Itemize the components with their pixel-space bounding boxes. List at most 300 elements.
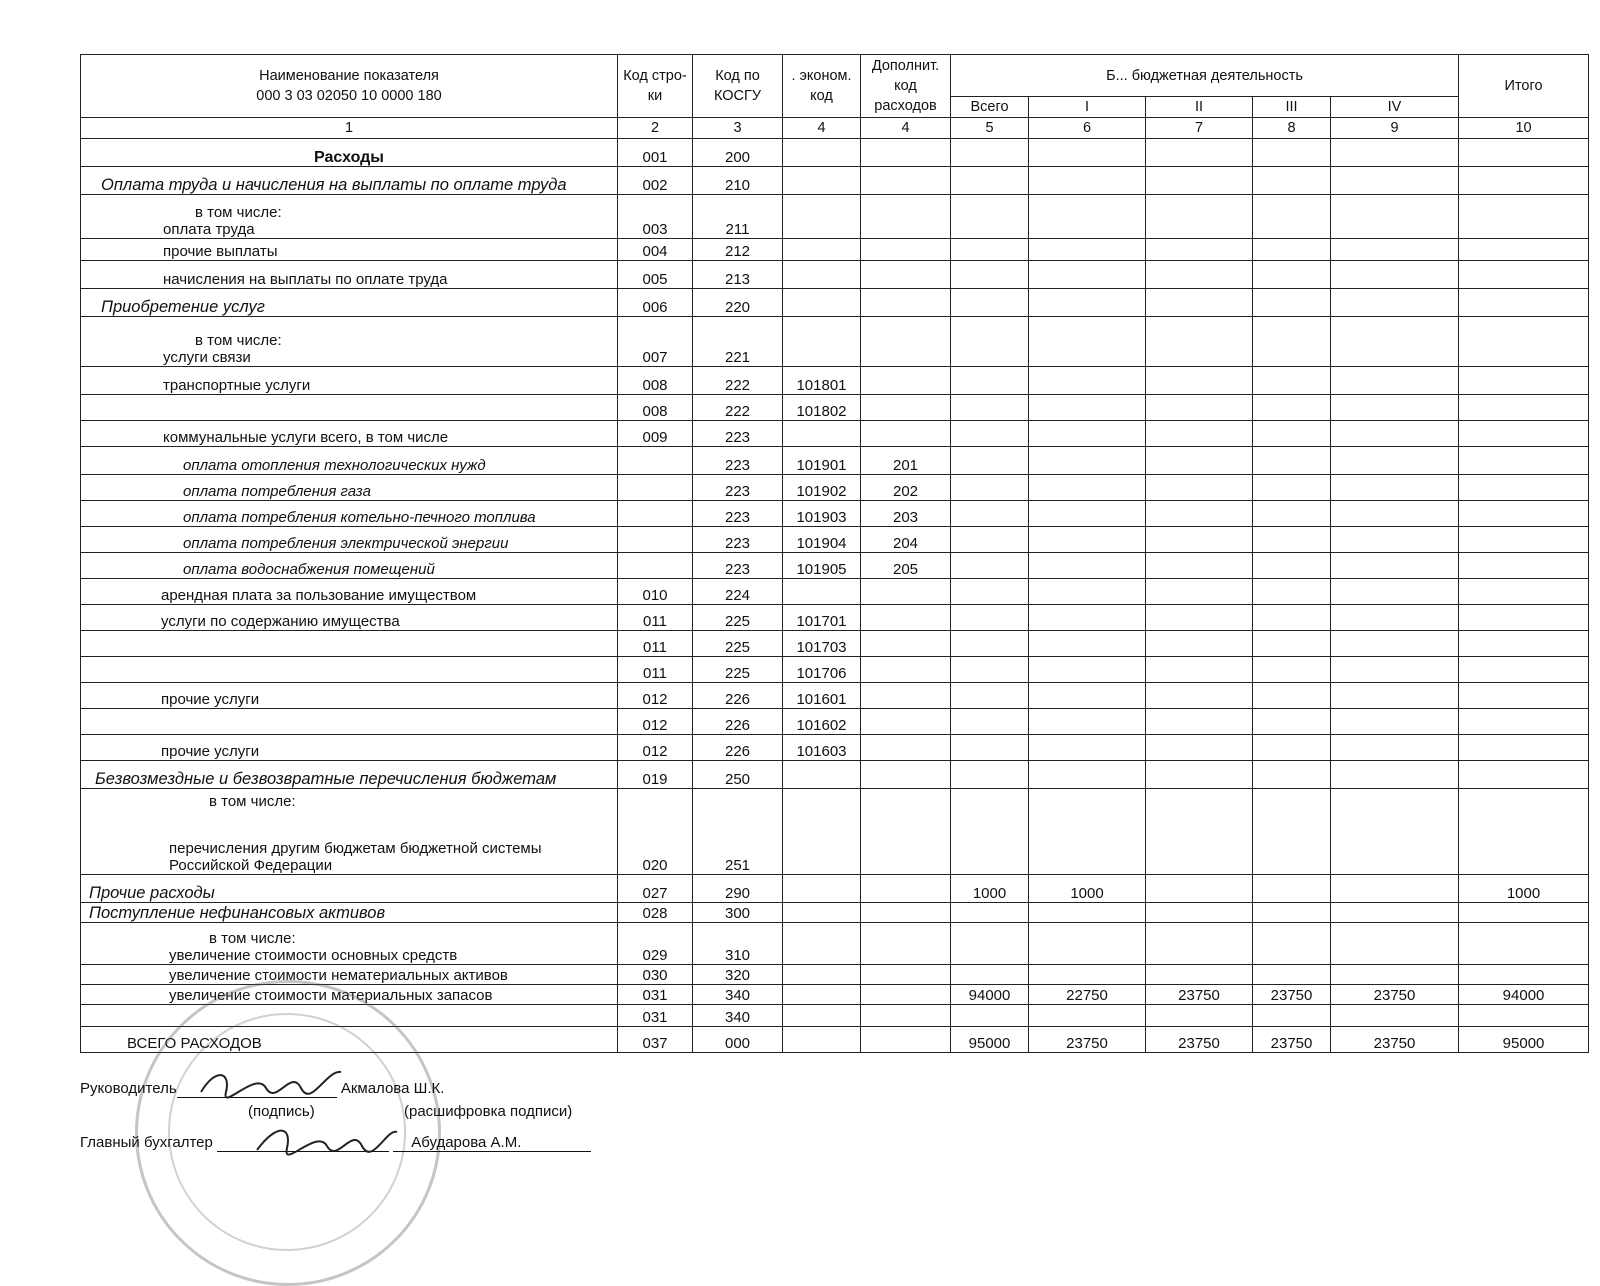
cell-additional-code: [861, 683, 951, 709]
cell-quarter-3: [1253, 501, 1331, 527]
cell-kosgu-code: 223: [693, 501, 783, 527]
cell-additional-code: [861, 735, 951, 761]
cell-quarter-2: [1146, 367, 1253, 395]
cell-total: [1459, 683, 1589, 709]
row-name-cell: [81, 1027, 618, 1053]
cell-total-all: [951, 735, 1029, 761]
cell-quarter-2: [1146, 875, 1253, 903]
cell-total-all: [951, 195, 1029, 239]
table-row: [81, 447, 1589, 475]
cell-row-code: 005: [618, 261, 693, 289]
cell-econ-code: [783, 761, 861, 789]
cell-total: [1459, 789, 1589, 875]
cell-quarter-3: [1253, 709, 1331, 735]
cell-additional-code: [861, 195, 951, 239]
cell-quarter-2: [1146, 683, 1253, 709]
cell-additional-code: 202: [861, 475, 951, 501]
cell-row-code: 037: [618, 1027, 693, 1053]
cell-total-all: [951, 139, 1029, 167]
cell-quarter-1: [1029, 501, 1146, 527]
cell-quarter-2: [1146, 167, 1253, 195]
table-row: [81, 239, 1589, 261]
cell-total-all: [951, 923, 1029, 965]
header-name-cell: [81, 55, 618, 118]
cell-quarter-2: [1146, 261, 1253, 289]
cell-quarter-3: [1253, 903, 1331, 923]
table-row: [81, 289, 1589, 317]
cell-total: [1459, 709, 1589, 735]
cell-total: [1459, 965, 1589, 985]
cell-quarter-3: [1253, 605, 1331, 631]
row-note: в том числе:: [209, 793, 296, 810]
cell-quarter-3: [1253, 421, 1331, 447]
row-label: Расходы: [314, 149, 384, 166]
row-note: в том числе:: [209, 930, 296, 947]
row-label: Поступление нефинансовых активов: [89, 904, 386, 922]
cell-total-all: [951, 1005, 1029, 1027]
row-name-cell: [81, 631, 618, 657]
cell-total: [1459, 501, 1589, 527]
cell-row-code: 031: [618, 1005, 693, 1027]
cell-econ-code: [783, 579, 861, 605]
row-label: оплата труда: [163, 221, 255, 238]
sign-caption: (подпись): [248, 1103, 315, 1120]
cell-row-code: 020: [618, 789, 693, 875]
table-row: [81, 553, 1589, 579]
cell-quarter-4: [1331, 239, 1459, 261]
cell-quarter-4: 23750: [1331, 985, 1459, 1005]
col-num: 4: [861, 118, 951, 139]
cell-quarter-3: [1253, 289, 1331, 317]
cell-row-code: 011: [618, 631, 693, 657]
cell-quarter-1: [1029, 657, 1146, 683]
cell-row-code: 012: [618, 683, 693, 709]
cell-quarter-4: [1331, 903, 1459, 923]
cell-quarter-1: [1029, 261, 1146, 289]
row-name-cell: [81, 239, 618, 261]
cell-total-all: [951, 709, 1029, 735]
header-q1: I: [1029, 97, 1146, 118]
cell-quarter-4: [1331, 317, 1459, 367]
cell-quarter-3: [1253, 239, 1331, 261]
table-row: [81, 1027, 1589, 1053]
cell-quarter-4: [1331, 527, 1459, 553]
cell-econ-code: 101901: [783, 447, 861, 475]
cell-additional-code: 204: [861, 527, 951, 553]
row-name-cell: [81, 923, 618, 965]
cell-row-code: 009: [618, 421, 693, 447]
cell-econ-code: 101703: [783, 631, 861, 657]
cell-additional-code: 201: [861, 447, 951, 475]
cell-quarter-4: [1331, 1005, 1459, 1027]
row-name-cell: [81, 875, 618, 903]
row-label: прочие услуги: [161, 691, 260, 708]
cell-quarter-1: [1029, 709, 1146, 735]
row-label-continuation: Российской Федерации: [169, 857, 333, 874]
cell-total: [1459, 395, 1589, 421]
row-name-cell: [81, 789, 618, 875]
cell-quarter-4: [1331, 195, 1459, 239]
cell-kosgu-code: 224: [693, 579, 783, 605]
row-label: Оплата труда и начисления на выплаты по оплате труда: [101, 176, 567, 194]
cell-additional-code: [861, 579, 951, 605]
row-label: увеличение стоимости материальных запасов: [169, 987, 493, 1004]
cell-econ-code: 101802: [783, 395, 861, 421]
cell-total-all: [951, 421, 1029, 447]
cell-quarter-1: [1029, 367, 1146, 395]
cell-quarter-2: [1146, 553, 1253, 579]
cell-additional-code: [861, 261, 951, 289]
cell-econ-code: [783, 139, 861, 167]
cell-quarter-2: [1146, 761, 1253, 789]
cell-quarter-4: [1331, 605, 1459, 631]
table-row: [81, 735, 1589, 761]
cell-quarter-2: [1146, 735, 1253, 761]
cell-total: [1459, 657, 1589, 683]
cell-econ-code: [783, 903, 861, 923]
cell-kosgu-code: 300: [693, 903, 783, 923]
col-num: 3: [693, 118, 783, 139]
cell-row-code: 027: [618, 875, 693, 903]
row-name-cell: [81, 657, 618, 683]
row-name-cell: [81, 447, 618, 475]
cell-quarter-3: 23750: [1253, 985, 1331, 1005]
col-num: 4: [783, 118, 861, 139]
cell-additional-code: [861, 367, 951, 395]
cell-quarter-2: [1146, 605, 1253, 631]
cell-row-code: 006: [618, 289, 693, 317]
table-row: [81, 875, 1589, 903]
cell-row-code: [618, 447, 693, 475]
cell-row-code: 011: [618, 657, 693, 683]
cell-total: [1459, 553, 1589, 579]
row-name-cell: [81, 317, 618, 367]
row-label: увеличение стоимости нематериальных активов: [169, 967, 508, 984]
cell-quarter-3: [1253, 1005, 1331, 1027]
cell-row-code: 004: [618, 239, 693, 261]
cell-econ-code: 101801: [783, 367, 861, 395]
cell-total-all: [951, 475, 1029, 501]
cell-total: [1459, 167, 1589, 195]
cell-quarter-4: [1331, 501, 1459, 527]
col-num: 5: [951, 118, 1029, 139]
row-label: транспортные услуги: [163, 377, 311, 394]
cell-kosgu-code: 210: [693, 167, 783, 195]
row-name-cell: [81, 709, 618, 735]
row-label: прочие выплаты: [163, 243, 278, 260]
table-row: [81, 631, 1589, 657]
table-row: [81, 657, 1589, 683]
row-name-cell: [81, 965, 618, 985]
cell-kosgu-code: 220: [693, 289, 783, 317]
cell-total: [1459, 1005, 1589, 1027]
cell-quarter-2: [1146, 789, 1253, 875]
cell-total-all: 94000: [951, 985, 1029, 1005]
cell-quarter-2: [1146, 447, 1253, 475]
cell-econ-code: [783, 1027, 861, 1053]
cell-row-code: [618, 475, 693, 501]
cell-total: [1459, 261, 1589, 289]
row-name-cell: [81, 985, 618, 1005]
cell-quarter-3: [1253, 789, 1331, 875]
cell-quarter-2: [1146, 475, 1253, 501]
cell-kosgu-code: 340: [693, 985, 783, 1005]
cell-quarter-1: [1029, 139, 1146, 167]
cell-quarter-4: [1331, 923, 1459, 965]
cell-quarter-3: [1253, 875, 1331, 903]
row-name-cell: [81, 579, 618, 605]
cell-quarter-4: [1331, 261, 1459, 289]
cell-econ-code: [783, 965, 861, 985]
cell-kosgu-code: 223: [693, 475, 783, 501]
row-name-cell: [81, 553, 618, 579]
cell-total: [1459, 139, 1589, 167]
head-signature-scribble: [196, 1062, 346, 1102]
table-body: [81, 139, 1589, 1053]
cell-quarter-3: [1253, 475, 1331, 501]
header-kosgu: Код по КОСГУ: [693, 55, 783, 118]
table-row: [81, 923, 1589, 965]
cell-quarter-2: [1146, 139, 1253, 167]
header-q2: II: [1146, 97, 1253, 118]
cell-econ-code: [783, 195, 861, 239]
cell-quarter-2: [1146, 903, 1253, 923]
cell-kosgu-code: 250: [693, 761, 783, 789]
row-label: Безвозмездные и безвозвратные перечисления бюджетам: [95, 770, 557, 788]
row-name-cell: [81, 501, 618, 527]
cell-additional-code: [861, 657, 951, 683]
cell-quarter-1: [1029, 683, 1146, 709]
cell-econ-code: 101602: [783, 709, 861, 735]
cell-quarter-1: [1029, 527, 1146, 553]
cell-quarter-2: [1146, 965, 1253, 985]
cell-row-code: [618, 527, 693, 553]
cell-total: 1000: [1459, 875, 1589, 903]
column-number-row: [81, 118, 1589, 139]
accountant-name-suffix: [521, 1134, 591, 1152]
col-num: 7: [1146, 118, 1253, 139]
cell-total: 95000: [1459, 1027, 1589, 1053]
cell-total: [1459, 289, 1589, 317]
cell-quarter-2: [1146, 631, 1253, 657]
cell-additional-code: [861, 903, 951, 923]
cell-econ-code: 101706: [783, 657, 861, 683]
row-name-cell: [81, 395, 618, 421]
cell-additional-code: 205: [861, 553, 951, 579]
cell-additional-code: [861, 923, 951, 965]
cell-total-all: [951, 605, 1029, 631]
cell-quarter-3: [1253, 631, 1331, 657]
cell-quarter-2: [1146, 1005, 1253, 1027]
cell-quarter-1: [1029, 735, 1146, 761]
row-name-cell: [81, 261, 618, 289]
table-row: [81, 789, 1589, 875]
row-name-cell: [81, 761, 618, 789]
cell-kosgu-code: 225: [693, 631, 783, 657]
row-label: оплата потребления электрической энергии: [183, 535, 509, 552]
cell-total: [1459, 475, 1589, 501]
row-label: ВСЕГО РАСХОДОВ: [127, 1035, 262, 1052]
cell-row-code: 012: [618, 709, 693, 735]
cell-additional-code: [861, 1005, 951, 1027]
cell-total-all: [951, 761, 1029, 789]
table-row: [81, 475, 1589, 501]
cell-additional-code: [861, 239, 951, 261]
row-name-cell: [81, 367, 618, 395]
cell-quarter-3: [1253, 657, 1331, 683]
row-label: перечисления другим бюджетам бюджетной системы: [169, 840, 542, 857]
cell-kosgu-code: 221: [693, 317, 783, 367]
cell-quarter-1: [1029, 923, 1146, 965]
cell-quarter-2: [1146, 923, 1253, 965]
cell-econ-code: 101701: [783, 605, 861, 631]
cell-total: [1459, 447, 1589, 475]
cell-total-all: [951, 631, 1029, 657]
cell-total: [1459, 239, 1589, 261]
cell-quarter-1: [1029, 579, 1146, 605]
cell-quarter-1: [1029, 317, 1146, 367]
row-note: в том числе:: [195, 204, 282, 221]
cell-quarter-1: [1029, 421, 1146, 447]
decode-caption: (расшифровка подписи): [404, 1103, 573, 1120]
cell-econ-code: 101903: [783, 501, 861, 527]
row-label: арендная плата за пользование имуществом: [161, 587, 477, 604]
cell-econ-code: [783, 1005, 861, 1027]
cell-row-code: 010: [618, 579, 693, 605]
row-label: услуги связи: [163, 349, 251, 366]
head-label: Руководитель: [80, 1080, 177, 1097]
row-label: оплата потребления газа: [183, 483, 371, 500]
cell-total-all: [951, 553, 1029, 579]
cell-econ-code: [783, 289, 861, 317]
cell-quarter-4: [1331, 875, 1459, 903]
cell-kosgu-code: 290: [693, 875, 783, 903]
cell-econ-code: [783, 875, 861, 903]
cell-kosgu-code: 213: [693, 261, 783, 289]
cell-quarter-2: [1146, 421, 1253, 447]
cell-quarter-2: [1146, 289, 1253, 317]
cell-total: 94000: [1459, 985, 1589, 1005]
cell-kosgu-code: 251: [693, 789, 783, 875]
cell-quarter-1: 23750: [1029, 1027, 1146, 1053]
cell-additional-code: [861, 761, 951, 789]
cell-quarter-3: [1253, 923, 1331, 965]
cell-additional-code: [861, 985, 951, 1005]
cell-total: [1459, 923, 1589, 965]
cell-quarter-3: [1253, 735, 1331, 761]
table-row: [81, 261, 1589, 289]
col-num: 8: [1253, 118, 1331, 139]
cell-quarter-1: [1029, 789, 1146, 875]
cell-quarter-4: [1331, 761, 1459, 789]
cell-quarter-4: [1331, 139, 1459, 167]
cell-quarter-4: [1331, 421, 1459, 447]
header-total: Итого: [1459, 55, 1589, 118]
cell-row-code: 007: [618, 317, 693, 367]
cell-quarter-4: [1331, 735, 1459, 761]
cell-econ-code: [783, 985, 861, 1005]
cell-additional-code: [861, 789, 951, 875]
cell-kosgu-code: 226: [693, 709, 783, 735]
cell-total-all: [951, 789, 1029, 875]
row-label: Прочие расходы: [89, 884, 215, 902]
cell-quarter-1: [1029, 289, 1146, 317]
header-row-code: Код стро- ки: [618, 55, 693, 118]
table-row: [81, 579, 1589, 605]
cell-row-code: 002: [618, 167, 693, 195]
accountant-signature-scribble: [252, 1118, 402, 1158]
cell-quarter-3: [1253, 367, 1331, 395]
cell-quarter-2: [1146, 195, 1253, 239]
header-name-title: Наименование показателя: [259, 68, 439, 84]
cell-row-code: 003: [618, 195, 693, 239]
table-row: [81, 395, 1589, 421]
row-name-cell: [81, 421, 618, 447]
cell-quarter-4: [1331, 579, 1459, 605]
cell-total-all: 1000: [951, 875, 1029, 903]
cell-quarter-1: [1029, 195, 1146, 239]
table-row: [81, 709, 1589, 735]
row-name-cell: [81, 195, 618, 239]
cell-econ-code: [783, 167, 861, 195]
cell-econ-code: [783, 923, 861, 965]
table-row: [81, 527, 1589, 553]
row-label: прочие услуги: [161, 743, 260, 760]
cell-quarter-1: [1029, 447, 1146, 475]
cell-quarter-3: [1253, 395, 1331, 421]
row-name-cell: [81, 167, 618, 195]
cell-total: [1459, 421, 1589, 447]
accountant-name: Абударова А.М.: [411, 1134, 522, 1151]
cell-kosgu-code: 212: [693, 239, 783, 261]
cell-additional-code: [861, 605, 951, 631]
cell-row-code: 019: [618, 761, 693, 789]
row-name-cell: [81, 527, 618, 553]
cell-quarter-1: [1029, 167, 1146, 195]
table-row: [81, 195, 1589, 239]
header-name-code: 000 3 03 02050 10 0000 180: [256, 88, 442, 104]
row-name-cell: [81, 289, 618, 317]
row-label: Приобретение услуг: [101, 298, 265, 316]
cell-row-code: 030: [618, 965, 693, 985]
cell-quarter-3: [1253, 261, 1331, 289]
cell-quarter-3: 23750: [1253, 1027, 1331, 1053]
cell-quarter-1: [1029, 631, 1146, 657]
cell-kosgu-code: 223: [693, 527, 783, 553]
cell-quarter-4: [1331, 447, 1459, 475]
cell-kosgu-code: 223: [693, 447, 783, 475]
cell-total-all: [951, 395, 1029, 421]
table-row: [81, 167, 1589, 195]
cell-total-all: [951, 289, 1029, 317]
cell-quarter-3: [1253, 553, 1331, 579]
row-label: услуги по содержанию имущества: [161, 613, 400, 630]
cell-quarter-4: [1331, 631, 1459, 657]
cell-quarter-2: [1146, 239, 1253, 261]
cell-quarter-4: [1331, 683, 1459, 709]
cell-row-code: [618, 553, 693, 579]
cell-kosgu-code: 320: [693, 965, 783, 985]
cell-quarter-3: [1253, 167, 1331, 195]
cell-quarter-1: [1029, 1005, 1146, 1027]
cell-row-code: 001: [618, 139, 693, 167]
cell-total-all: [951, 261, 1029, 289]
cell-row-code: 011: [618, 605, 693, 631]
cell-total: [1459, 903, 1589, 923]
cell-kosgu-code: 200: [693, 139, 783, 167]
cell-total: [1459, 195, 1589, 239]
header-q4: IV: [1331, 97, 1459, 118]
